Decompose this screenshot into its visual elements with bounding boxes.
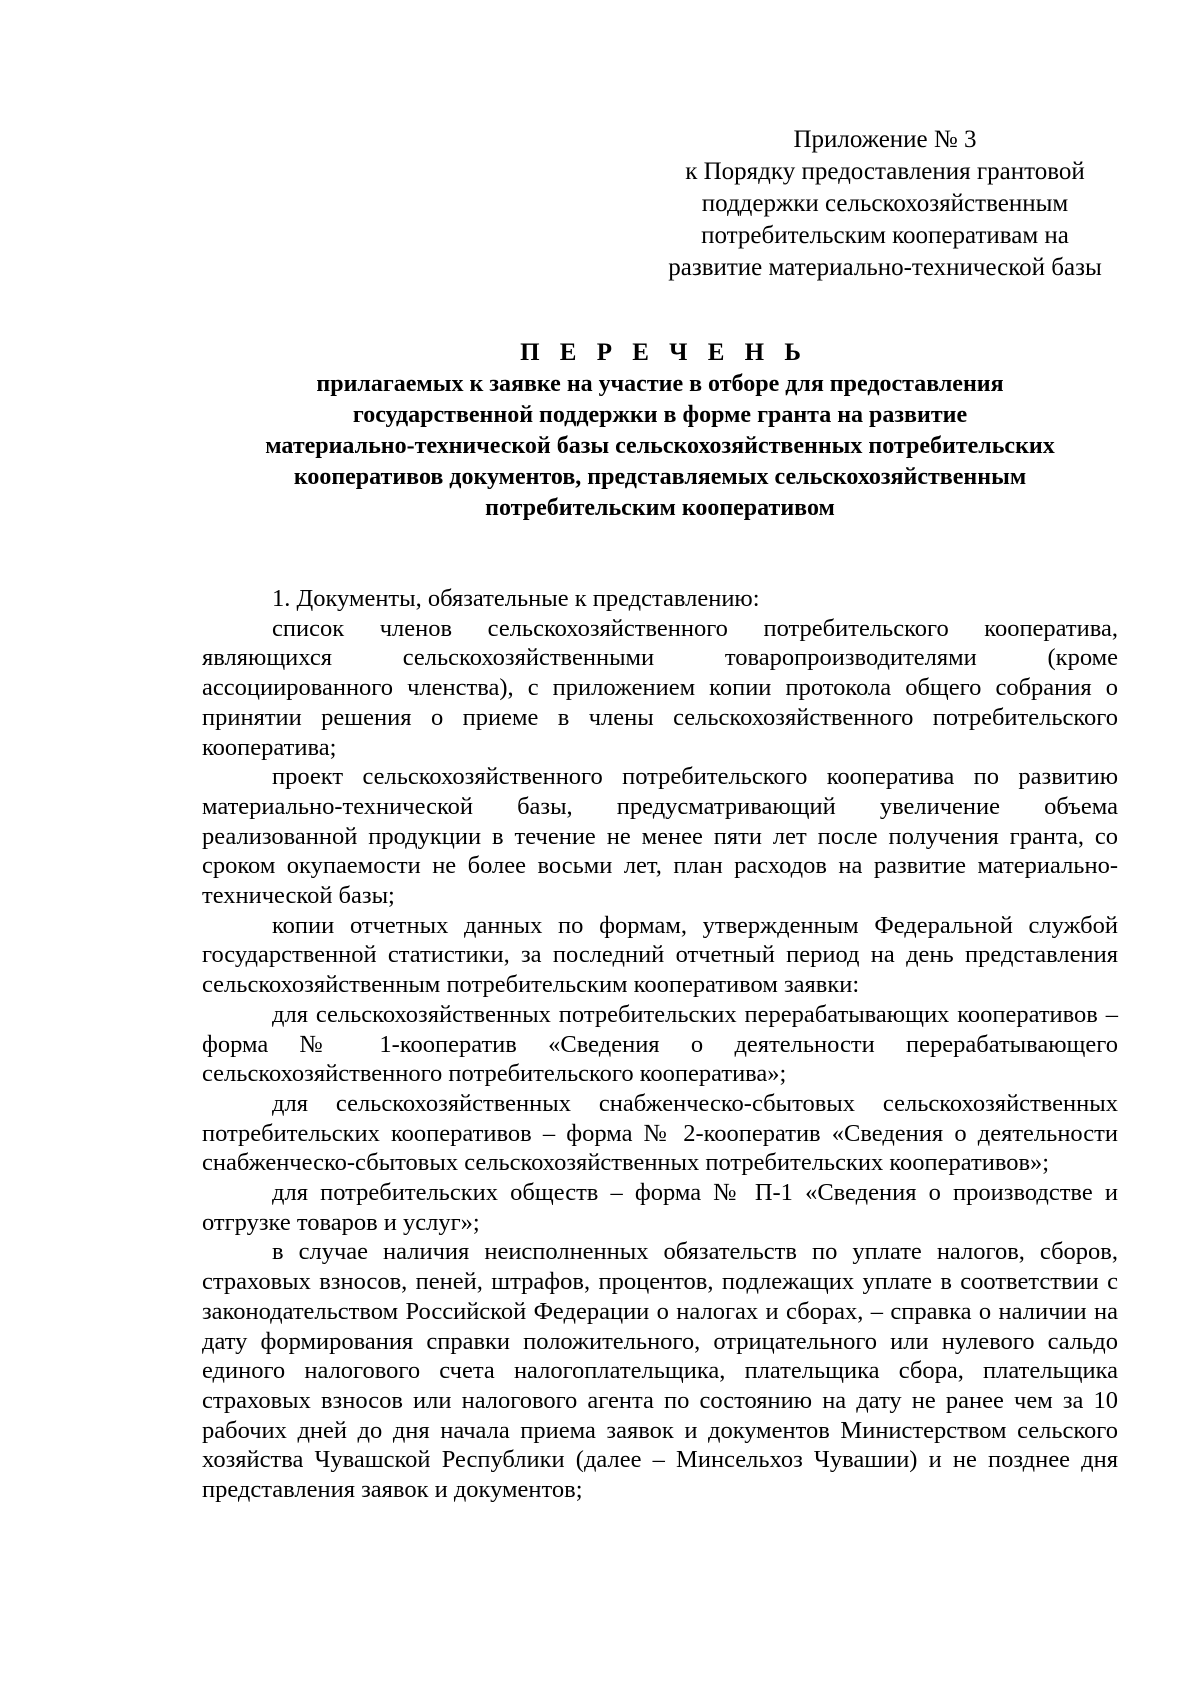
subtitle-line: потребительским кооперативом bbox=[485, 495, 835, 521]
subtitle-line: материально-технической базы сельскохозяйственных потребительских bbox=[265, 433, 1055, 459]
annex-line: поддержки сельскохозяйственным bbox=[701, 190, 1069, 217]
annex-line: развитие материально-технической базы bbox=[668, 254, 1102, 281]
annex-line: потребительским кооперативам на bbox=[701, 222, 1069, 249]
annex-line: Приложение № 3 bbox=[793, 126, 977, 153]
section-heading: 1. Документы, обязательные к представлению: bbox=[272, 585, 760, 612]
annex-line: к Порядку предоставления грантовой bbox=[685, 158, 1085, 185]
document-title: П Е Р Е Ч Е Н Ь bbox=[520, 339, 808, 366]
subtitle-line: государственной поддержки в форме гранта на развитие bbox=[352, 402, 968, 428]
body-paragraph: для потребительских обществ – форма № П-1 «Сведения о производстве и отгрузке товаров и услуг»; bbox=[202, 1179, 1118, 1236]
subtitle-line: прилагаемых к заявке на участие в отборе для предоставления bbox=[316, 371, 1004, 397]
document-heading bbox=[200, 337, 1120, 524]
document-body bbox=[202, 584, 1118, 1505]
body-paragraph: список членов сельскохозяйственного потребительского кооператива, являющихся сельскохозяйственными товаропроизводителями (кроме ассоциированного членства), с приложением копии протокола общего собрания о принятии решения о приеме в члены сельскохозяйственного потребительского кооператива; bbox=[202, 614, 1118, 761]
body-paragraph: в случае наличия неисполненных обязательств по уплате налогов, сборов, страховых взносов, пеней, штрафов, процентов, подлежащих уплате в соответствии с законодательством Российской Федерации о налогах и сборах, – справка о наличии на дату формирования справки положительного, отрицательного или нулевого сальдо единого налогового счета налогоплательщика, плательщика сбора, плательщика страховых взносов или налогового агента по состоянию на дату не ранее чем за 10 рабочих дней до дня начала приема заявок и документов Министерством сельского хозяйства Чувашской Республики (далее – Минсельхоз Чувашии) и не позднее дня представления заявок и документов; bbox=[202, 1238, 1118, 1504]
body-paragraph: для сельскохозяйственных потребительских перерабатывающих кооперативов – форма № 1-кооператив «Сведения о деятельности перерабатывающего сельскохозяйственного потребительского кооператива»; bbox=[202, 1000, 1118, 1088]
body-paragraph: копии отчетных данных по формам, утвержденным Федеральной службой государственной статистики, за последний отчетный период на день представления сельскохозяйственным потребительским кооперативом заявки: bbox=[202, 911, 1118, 999]
subtitle-line: кооперативов документов, представляемых сельскохозяйственным bbox=[293, 464, 1027, 490]
body-paragraph: для сельскохозяйственных снабженческо-сбытовых сельскохозяйственных потребительских кооперативов – форма № 2-кооператив «Сведения о деятельности снабженческо-сбытовых сельскохозяйственных потребительских кооперативов»; bbox=[202, 1089, 1118, 1177]
annex-block bbox=[660, 124, 1110, 284]
document-subtitle bbox=[200, 369, 1120, 524]
body-paragraph: проект сельскохозяйственного потребительского кооператива по развитию материально-технической базы, предусматривающий увеличение объема реализованной продукции в течение не менее пяти лет после получения гранта, со сроком окупаемости не более восьми лет, план расходов на развитие материально-технической базы; bbox=[202, 763, 1118, 910]
